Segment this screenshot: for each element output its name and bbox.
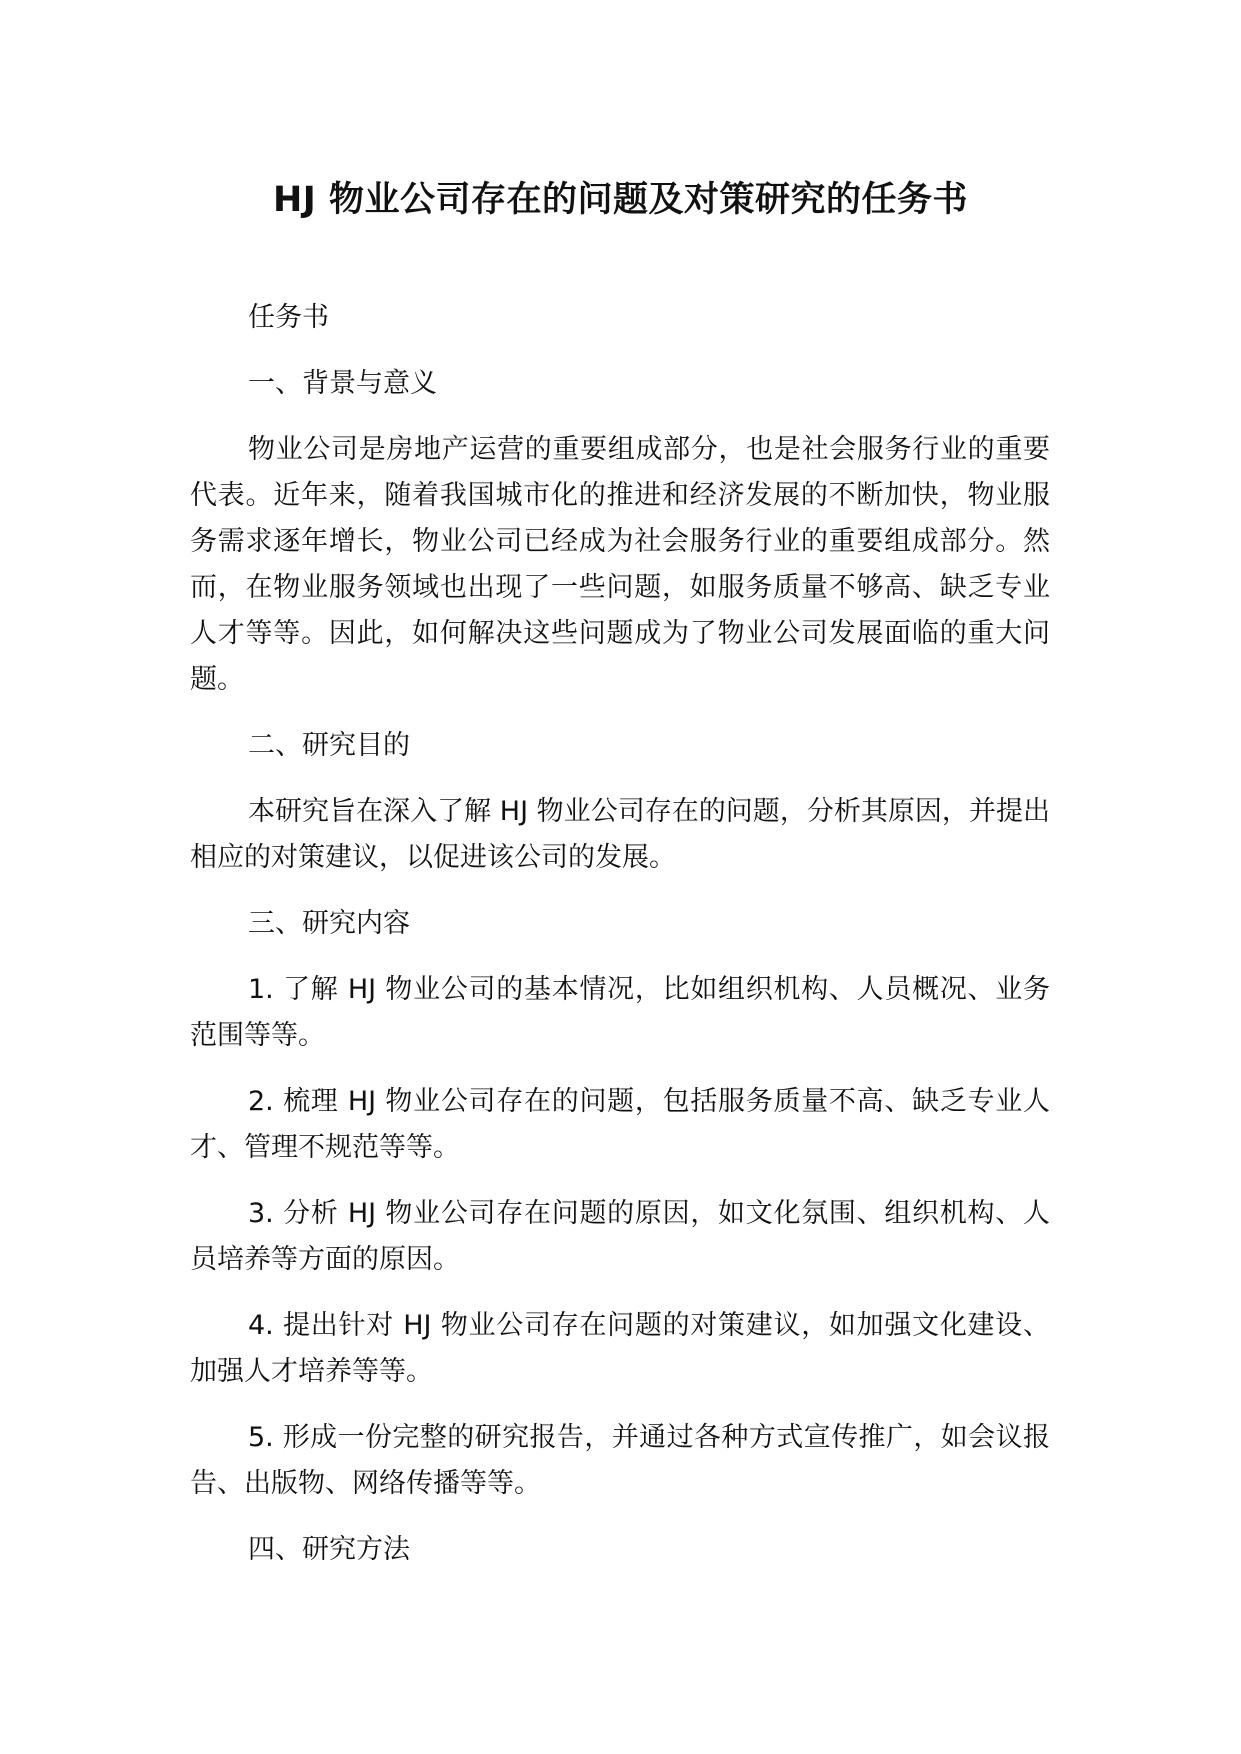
section-heading-purpose: 二、研究目的 bbox=[248, 730, 410, 761]
paragraph-background: 物业公司是房地产运营的重要组成部分，也是社会服务行业的重要代表。近年来，随着我国城市化的推进和经济发展的不断加快，物业服务需求逐年增长，物业公司已经成为社会服务行业的重要组成部分。然而，在物业服务领域也出现了一些问题，如服务质量不够高、缺乏专业人才等等。因此，如何解决这些问题成为了物业公司发展面临的重大问题。 bbox=[190, 434, 1050, 695]
list-item: 1. 了解 HJ 物业公司的基本情况，比如组织机构、人员概况、业务范围等等。 bbox=[190, 974, 1050, 1051]
list-item: 4. 提出针对 HJ 物业公司存在问题的对策建议，如加强文化建设、加强人才培养等等。 bbox=[190, 1310, 1050, 1387]
paragraph-purpose: 本研究旨在深入了解 HJ 物业公司存在的问题，分析其原因，并提出相应的对策建议，以促进该公司的发展。 bbox=[190, 796, 1050, 873]
document-title: HJ 物业公司存在的问题及对策研究的任务书 bbox=[272, 180, 968, 220]
list-item: 3. 分析 HJ 物业公司存在问题的原因，如文化氛围、组织机构、人员培养等方面的原因。 bbox=[190, 1198, 1050, 1275]
section-heading-method: 四、研究方法 bbox=[248, 1534, 410, 1565]
section-heading-background: 一、背景与意义 bbox=[248, 368, 437, 399]
list-item: 2. 梳理 HJ 物业公司存在的问题，包括服务质量不高、缺乏专业人才、管理不规范等等。 bbox=[190, 1086, 1050, 1163]
document-body bbox=[190, 295, 1050, 1593]
section-heading-content: 三、研究内容 bbox=[248, 908, 410, 939]
list-item: 5. 形成一份完整的研究报告，并通过各种方式宣传推广，如会议报告、出版物、网络传播等等。 bbox=[190, 1422, 1050, 1499]
document-label: 任务书 bbox=[248, 302, 329, 333]
